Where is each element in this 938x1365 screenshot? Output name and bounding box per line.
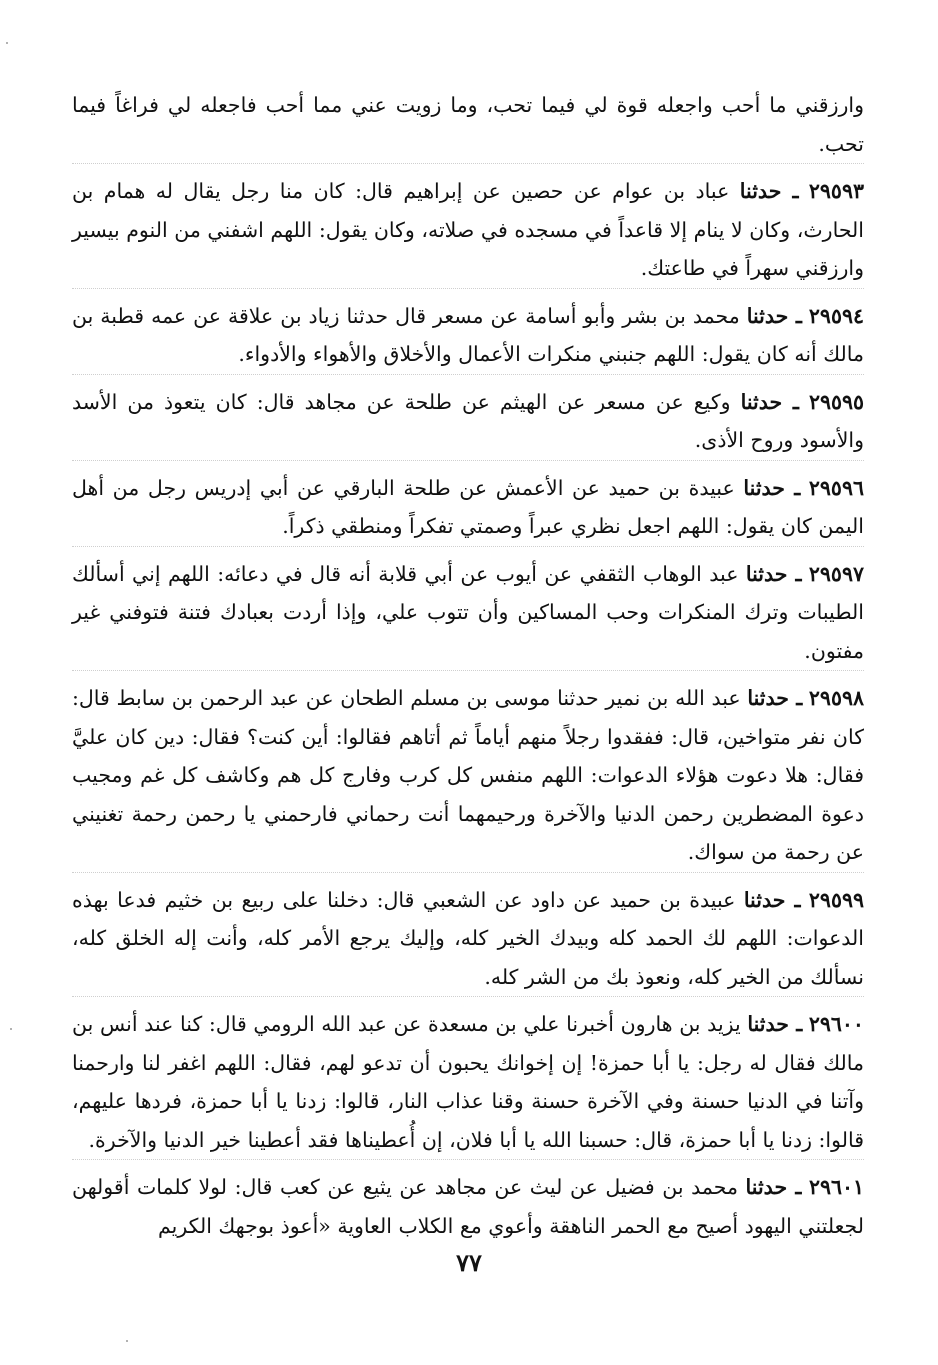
hadith-paragraph: ٢٩٦٠٠ ـ حدثنا يزيد بن هارون أخبرنا علي بن مسعدة عن عبد الله الرومي قال: كنا عند أنس بن مالك فقال له رجل: يا أبا حمزة! إن إخوانك يحبون أن تدعو لهم، فقال: اللهم اغفر لنا وارحمنا وآتنا في الدنيا حسنة وفي الآخرة حسنة وقنا عذاب النار، قالوا: زدنا يا أبا حمزة، فردها عليهم، قالوا: زدنا يا أبا حمزة، قال: حسبنا الله يا أبا فلان، إن أُعطيناها فقد أعطينا خير الدنيا والآخرة. (72, 1005, 864, 1160)
hadith-number: ٢٩٥٩٧ (808, 561, 864, 586)
hadith-number: ٢٩٦٠٠ (808, 1012, 864, 1036)
hadith-paragraph: ٢٩٥٩٨ ـ حدثنا عبد الله بن نمير حدثنا موسى بن مسلم الطحان عن عبد الرحمن بن سابط قال: كان نفر متواخين، قال: ففقدوا رجلاً منهم أياماً ثم أتاهم فقالوا: أين كنت؟ فقال: دين كان عليَّ فقال: هلا دعوت هؤلاء الدعوات: اللهم منفس كل كرب وفارج كل هم وكاشف كل غم ومجيب دعوة المضطرين رحمن الدنيا والآخرة ورحيمهما أنت رحماني فارحمني يا رحمن رحمة تغنيني عن رحمة من سواك. (72, 679, 864, 873)
hadith-paragraph: ٢٩٥٩٤ ـ حدثنا محمد بن بشر وأبو أسامة عن مسعر قال حدثنا زياد بن علاقة عن عمه قطبة بن مالك أنه كان يقول: اللهم جنبني منكرات الأعمال والأخلاق والأهواء والأدواء. (72, 297, 864, 375)
hadith-number: ٢٩٥٩٤ (808, 303, 864, 328)
hadith-paragraph: ٢٩٦٠١ ـ حدثنا محمد بن فضيل عن ليث عن مجاهد عن يثيع عن كعب قال: لولا كلمات أقولهن لجعلتني اليهود أصيح مع الحمر الناهقة وأعوي مع الكلاب العاوية «أعوذ بوجهك الكريم (72, 1175, 864, 1238)
hadith-number: ٢٩٦٠١ (808, 1175, 864, 1199)
hadith-text: وكيع عن مسعر عن الهيثم عن طلحة عن مجاهد قال: كان يتعوذ من الأسد والأسود وروح الأذى. (72, 389, 864, 452)
page-number: ٧٧ (456, 1248, 482, 1277)
page-body (72, 86, 864, 1253)
scan-speck (6, 42, 8, 44)
hadith-paragraph: ٢٩٥٩٩ ـ حدثنا عبيدة بن حميد عن داود عن الشعبي قال: دخلنا على ربيع بن خثيم فدعا بهذه الدعوات: اللهم لك الحمد كله وبيدك الخير كله، وإليك يرجع الأمر كله، وأنت إله الخلق كله، نسألك من الخير كله، ونعوذ بك من الشر كله. (72, 881, 864, 998)
hadith-number: ٢٩٥٩٣ (808, 179, 864, 203)
scan-speck (10, 1028, 12, 1030)
hadith-lead: حدثنا (743, 887, 786, 912)
hadith-lead: حدثنا (745, 1175, 788, 1199)
hadith-text: محمد بن فضيل عن ليث عن مجاهد عن يثيع عن كعب قال: لولا كلمات أقولهن لجعلتني اليهود أصيح مع الحمر الناهقة وأعوي مع الكلاب العاوية «أعوذ بوجهك الكريم (72, 1175, 864, 1238)
hadith-text: عبيدة بن حميد عن داود عن الشعبي قال: دخلنا على ربيع بن خثيم فدعا بهذه الدعوات: اللهم لك الحمد كله وبيدك الخير كله، وإليك يرجع الأمر كله، وأنت إله الخلق كله، نسألك من الخير كله، ونعوذ بك من الشر كله. (72, 887, 864, 989)
hadith-text: يزيد بن هارون أخبرنا علي بن مسعدة عن عبد الله الرومي قال: كنا عند أنس بن مالك فقال له رجل: يا أبا حمزة! إن إخوانك يحبون أن تدعو لهم، فقال: اللهم اغفر لنا وارحمنا وآتنا في الدنيا حسنة وفي الآخرة حسنة وقنا عذاب النار، قالوا: زدنا يا أبا حمزة، فردها عليهم، قالوا: زدنا يا أبا حمزة، قال: حسبنا الله يا أبا فلان، إن أُعطيناها فقد أعطينا خير الدنيا والآخرة. (72, 1012, 864, 1152)
hadith-text: عباد بن عوام عن حصين عن إبراهيم قال: كان منا رجل يقال له همام بن الحارث، وكان لا ينام إلا قاعداً في مسجده في صلاته، وكان يقول: اللهم اشفني من النوم بيسير وارزقني سهراً في طاعتك. (72, 179, 864, 280)
hadith-lead: حدثنا (746, 303, 789, 328)
hadith-text: محمد بن بشر وأبو أسامة عن مسعر قال حدثنا زياد بن علاقة عن عمه قطبة بن مالك أنه كان يقول: اللهم جنبني منكرات الأعمال والأخلاق والأهواء والأدواء. (72, 303, 864, 366)
intro-paragraph (72, 86, 864, 164)
hadith-number: ٢٩٥٩٨ (808, 686, 864, 710)
hadith-text: عبد الوهاب الثقفي عن أيوب عن أبي قلابة أنه قال في دعائه: اللهم إني أسألك الطيبات وترك المنكرات وحب المساكين وأن تتوب علي، وإذا أردت بعبادك فتنة فتوفني غير مفتون. (72, 561, 864, 663)
scan-speck (126, 1340, 128, 1342)
hadith-paragraph: ٢٩٥٩٦ ـ حدثنا عبيدة بن حميد عن الأعمش عن طلحة البارقي عن أبي إدريس رجل من أهل اليمن كان يقول: اللهم اجعل نظري عبراً وصمتي تفكراً ومنطقي ذكراً. (72, 469, 864, 547)
hadith-lead: حدثنا (747, 686, 789, 710)
hadith-text: عبيدة بن حميد عن الأعمش عن طلحة البارقي عن أبي إدريس رجل من أهل اليمن كان يقول: اللهم اجعل نظري عبراً وصمتي تفكراً ومنطقي ذكراً. (72, 475, 864, 538)
hadith-lead: حدثنا (745, 561, 788, 586)
hadith-lead: حدثنا (743, 475, 785, 500)
hadith-paragraph: ٢٩٥٩٥ ـ حدثنا وكيع عن مسعر عن الهيثم عن طلحة عن مجاهد قال: كان يتعوذ من الأسد والأسود وروح الأذى. (72, 383, 864, 461)
hadith-paragraph: ٢٩٥٩٣ ـ حدثنا عباد بن عوام عن حصين عن إبراهيم قال: كان منا رجل يقال له همام بن الحارث، وكان لا ينام إلا قاعداً في مسجده في صلاته، وكان يقول: اللهم اشفني من النوم بيسير وارزقني سهراً في طاعتك. (72, 172, 864, 289)
hadith-lead: حدثنا (739, 179, 782, 203)
hadith-number: ٢٩٥٩٦ (808, 475, 864, 500)
hadith-lead: حدثنا (747, 1012, 789, 1036)
hadith-number: ٢٩٥٩٩ (808, 887, 864, 912)
hadith-number: ٢٩٥٩٥ (808, 389, 864, 414)
hadith-text: عبد الله بن نمير حدثنا موسى بن مسلم الطحان عن عبد الرحمن بن سابط قال: كان نفر متواخين، قال: ففقدوا رجلاً منهم أياماً ثم أتاهم فقالوا: أين كنت؟ فقال: دين كان عليَّ فقال: هلا دعوت هؤلاء الدعوات: اللهم منفس كل كرب وفارج كل هم وكاشف كل غم ومجيب دعوة المضطرين رحمن الدنيا والآخرة ورحيمهما أنت رحماني فارحمني يا رحمن رحمة تغنيني عن رحمة من سواك. (72, 686, 864, 864)
intro-text: وارزقني ما أحب واجعله قوة لي فيما تحب، وما زويت عني مما أحب فاجعله لي فراغاً فيما تحب. (72, 93, 864, 156)
hadith-lead: حدثنا (740, 389, 783, 414)
hadith-paragraph: ٢٩٥٩٧ ـ حدثنا عبد الوهاب الثقفي عن أيوب عن أبي قلابة أنه قال في دعائه: اللهم إني أسألك الطيبات وترك المنكرات وحب المساكين وأن تتوب علي، وإذا أردت بعبادك فتنة فتوفني غير مفتون. (72, 555, 864, 672)
